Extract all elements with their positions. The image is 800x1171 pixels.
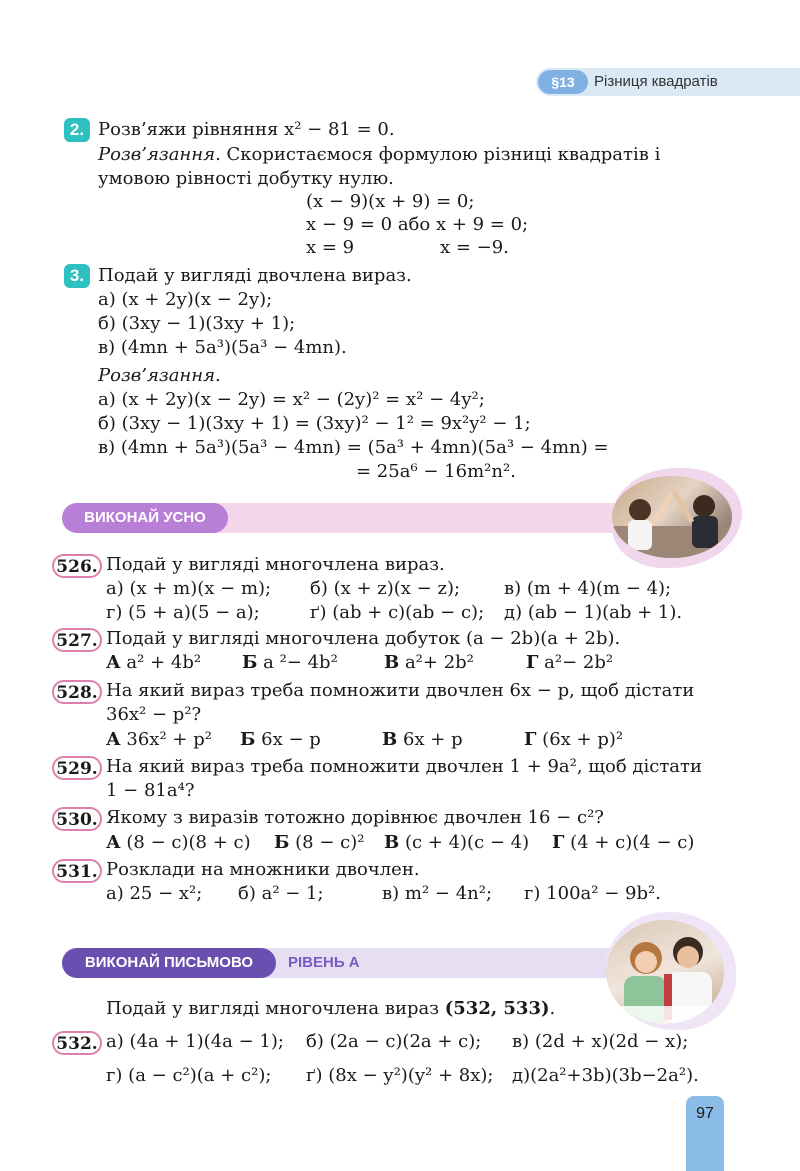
example-3-a: а) (x + 2y)(x − 2y); [98,289,273,310]
example-3-c: в) (4mn + 5a³)(5a³ − 4mn). [98,337,347,358]
intro-text: Подай у вигляді многочлена вираз [106,998,445,1019]
problem-528-number: 528. [52,680,102,704]
problem-530-task: Якому з виразів тотожно дорівнює двочлен 16 − c²? [106,807,604,828]
problem-530-option-b [274,831,364,855]
intro-ref: (532, 533) [444,998,550,1019]
example-2-solution-line1 [98,143,660,167]
example-2-eq3b: x = −9. [440,237,509,258]
problem-532-d: г) (a − c²)(a + c²); [106,1065,272,1086]
option-value: 36x² + p² [126,729,212,750]
problem-530-option-c [384,831,529,855]
example-2-eq1: (x − 9)(x + 9) = 0; [306,191,475,212]
problem-526-number: 526. [52,554,102,578]
option-value: (c + 4)(c − 4) [404,832,530,853]
problem-527-option-b [242,651,338,675]
problem-528-task1: На який вираз треба помножити двочлен 6x − p, щоб дістати [106,680,695,701]
problem-531-d: г) 100a² − 9b². [524,883,661,904]
example-2-badge: 2. [64,118,90,142]
option-letter: Г [524,729,537,750]
students-writing-illustration [606,920,724,1024]
example-3-solution-c1: в) (4mn + 5a³)(5a³ − 4mn) = (5a³ + 4mn)(5a³ − 4mn) = [98,437,609,458]
page-number: 97 [696,1105,714,1122]
problem-531-c: в) m² − 4n²; [382,883,493,904]
problem-529-number: 529. [52,756,102,780]
problem-528-option-d [524,728,623,752]
solution-label: Розв’язання [98,144,216,165]
option-value: 6x − p [261,729,321,750]
problem-526-f: д) (ab − 1)(ab + 1). [504,602,683,623]
problem-526-a: а) (x + m)(x − m); [106,578,272,599]
problem-527-task: Подай у вигляді многочлена добуток (a − 2b)(a + 2b). [106,628,621,649]
option-letter: В [382,729,398,750]
students-writing-photo [606,920,724,1024]
option-letter: Б [242,652,258,673]
option-value: a² + 4b² [126,652,202,673]
option-letter: Г [552,832,565,853]
problem-530-option-d [552,831,694,855]
problem-530-option-a [106,831,251,855]
problem-532-e: ґ) (8x − y²)(y² + 8x); [306,1065,494,1086]
problem-531-number: 531. [52,859,102,883]
option-value: (8 − c)² [295,832,365,853]
problem-527-number: 527. [52,628,102,652]
problem-532-b: б) (2a − c)(2a + c); [306,1031,482,1052]
oral-section-label: ВИКОНАЙ УСНО [62,503,228,533]
example-2-eq3a: x = 9 [306,237,355,258]
option-letter: В [384,652,400,673]
section-number-badge: §13 [538,70,588,94]
problem-530-number: 530. [52,807,102,831]
example-3-badge: 3. [64,264,90,288]
problem-528-option-a [106,728,212,752]
level-label: РІВЕНЬ А [288,954,360,971]
example-3-b: б) (3xy − 1)(3xy + 1); [98,313,296,334]
example-2-eq2: x − 9 = 0 або x + 9 = 0; [306,214,529,235]
example-3-task: Подай у вигляді двочлена вираз. [98,265,412,286]
solution-text: . Скористаємося формулою різниці квадратів і [215,144,661,165]
section-title: Різниця квадратів [594,73,718,90]
option-value: (4 + c)(4 − c) [570,832,695,853]
problem-528-task2: 36x² − p²? [106,704,202,725]
option-letter: В [384,832,400,853]
problem-531-a: а) 25 − x²; [106,883,203,904]
problem-528-option-c [382,728,463,752]
problem-532-f: д)(2a²+3b)(3b−2a²). [512,1065,699,1086]
option-value: 6x + p [402,729,463,750]
students-photo [612,476,732,558]
problem-532-a: а) (4a + 1)(4a − 1); [106,1031,284,1052]
option-value: (6x + p)² [542,729,624,750]
option-letter: Б [274,832,290,853]
example-3-solution-label: Розв’язання. [98,365,221,386]
option-letter: Б [240,729,256,750]
students-photo-illustration [612,476,732,558]
option-value: a²+ 2b² [404,652,474,673]
example-2-solution-line2: умовою рівності добутку нулю. [98,168,394,189]
option-letter: А [106,832,121,853]
problem-526-b: б) (x + z)(x − z); [310,578,461,599]
option-value: a²− 2b² [544,652,614,673]
option-letter: А [106,652,121,673]
problem-526-d: г) (5 + a)(5 − a); [106,602,260,623]
problem-527-option-a [106,651,201,675]
problem-527-option-c [384,651,474,675]
option-letter: Г [526,652,539,673]
example-2-task: Розв’яжи рівняння x² − 81 = 0. [98,119,395,140]
problem-532-number: 532. [52,1031,102,1055]
example-3-solution-c2: = 25a⁶ − 16m²n². [356,461,516,482]
problem-527-option-d [526,651,613,675]
example-3-solution-b: б) (3xy − 1)(3xy + 1) = (3xy)² − 1² = 9x²y² − 1; [98,413,531,434]
option-letter: А [106,729,121,750]
problem-529-task2: 1 − 81a⁴? [106,780,195,801]
problem-531-task: Розклади на множники двочлен. [106,859,420,880]
option-value: (8 − c)(8 + c) [126,832,251,853]
problem-526-task: Подай у вигляді многочлена вираз. [106,554,445,575]
intro-end: . [549,998,556,1019]
exercise-intro [106,997,555,1021]
problem-532-c: в) (2d + x)(2d − x); [512,1031,689,1052]
written-section-label: ВИКОНАЙ ПИСЬМОВО [62,948,276,978]
problem-529-task1: На який вираз треба помножити двочлен 1 + 9a², щоб дістати [106,756,702,777]
problem-526-e: ґ) (ab + c)(ab − c); [310,602,485,623]
example-3-solution-a: а) (x + 2y)(x − 2y) = x² − (2y)² = x² − 4y²; [98,389,485,410]
problem-526-c: в) (m + 4)(m − 4); [504,578,672,599]
problem-528-option-b [240,728,321,752]
option-value: a ²− 4b² [263,652,338,673]
problem-531-b: б) a² − 1; [238,883,324,904]
